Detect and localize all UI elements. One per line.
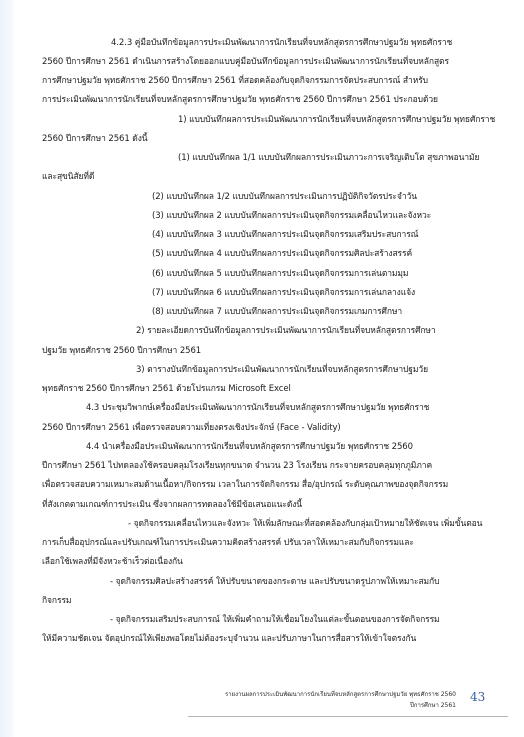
footer-divider	[188, 716, 508, 717]
list-item-3-line-1: 3) ตารางบันทึกข้อมูลการประเมินพัฒนาการนักเรียนที่จบหลักสูตรการศึกษาปฐมวัย	[136, 365, 428, 375]
bullet-art-line-2: กิจกรรม	[42, 596, 72, 606]
bullet-experience-line-1: - จุดกิจกรรมเสริมประสบการณ์ ให้เพิ่มคำถามให้เชื่อมโยงในแต่ละขั้นตอนของการจัดกิจกรรม	[110, 615, 440, 625]
list-item-1-line-2: 2560 ปีการศึกษา 2561 ดังนี้	[42, 134, 148, 144]
page-number: 43	[470, 690, 486, 704]
list-item-2-line-2: ปฐมวัย พุทธศักราช 2560 ปีการศึกษา 2561	[42, 346, 202, 356]
section-4-2-3-line-3: การศึกษาปฐมวัย พุทธศักราช 2560 ปีการศึกษา 2561 ที่สอดคล้องกับจุดกิจกรรมการจัดประสบการณ์ สำหรับ	[42, 76, 428, 86]
section-4-3-line-2: 2560 ปีการศึกษา 2561 เพื่อตรวจสอบความเที่ยงตรงเชิงประจักษ์ (Face - Validity)	[42, 423, 341, 433]
bullet-movement-line-2: การเก็บสื่ออุปกรณ์และปรับเกณฑ์ในการประเมินความคิดสร้างสรรค์ ปรับเวลาให้เหมาะสมกับกิจกรรมและ	[42, 538, 414, 548]
list-item-1-line-1: 1) แบบบันทึกผลการประเมินพัฒนาการนักเรียนที่จบหลักสูตรการศึกษาปฐมวัย พุทธศักราช	[178, 115, 496, 125]
list-item-3-line-2: พุทธศักราช 2560 ปีการศึกษา 2561 ด้วยโปรแกรม Microsoft Excel	[42, 384, 291, 394]
bullet-movement-line-3: เลือกใช้เพลงที่มีจังหวะช้าเร็วต่อเนื่องกัน	[42, 557, 183, 567]
bullet-experience-line-2: ให้มีความชัดเจน จัดอุปกรณ์ให้เพียงพอโดยไม่ต้องระบุจำนวน และปรับภาษาในการสื่อสารให้เข้าใจตรงกัน	[42, 634, 417, 644]
bullet-art-line-1: - จุดกิจกรรมศิลปะสร้างสรรค์ ให้ปรับขนาดของกระดาษ และปรับขนาดรูปภาพให้เหมาะสมกับ	[110, 577, 440, 587]
section-4-2-3-line-4: การประเมินพัฒนาการนักเรียนที่จบหลักสูตรการศึกษาปฐมวัย พุทธศักราช 2560 ปีการศึกษา 2561 ประกอบด้วย	[42, 95, 438, 105]
section-4-4-line-3: เพื่อตรวจสอบความเหมาะสมด้านเนื้อหา/กิจกรรม เวลาในการจัดกิจกรรม สื่อ/อุปกรณ์ ระดับคุณภาพของจุดกิจกรรม	[42, 480, 449, 490]
sub-item-1-line-2: และสุขนิสัยที่ดี	[42, 172, 95, 182]
sub-item-3: (3) แบบบันทึกผล 2 แบบบันทึกผลการประเมินจุดกิจกรรมเคลื่อนไหวและจังหวะ	[152, 211, 432, 221]
sub-item-2: (2) แบบบันทึกผล 1/2 แบบบันทึกผลการประเมินการปฏิบัติกิจวัตรประจำวัน	[152, 192, 417, 202]
sub-item-1-line-1: (1) แบบบันทึกผล 1/1 แบบบันทึกผลการประเมินภาวะการเจริญเติบโต สุขภาพอนามัย	[178, 153, 480, 163]
sub-item-4: (4) แบบบันทึกผล 3 แบบบันทึกผลการประเมินจุดกิจกรรมเสริมประสบการณ์	[152, 230, 419, 240]
section-4-4-line-2: ปีการศึกษา 2561 ไปทดลองใช้ครอบคลุมโรงเรียนทุกขนาด จำนวน 23 โรงเรียน กระจายครอบคลุมทุกภูมิภาค	[42, 461, 433, 471]
section-4-4-line-4: ที่สังเกตตามเกณฑ์การประเมิน ซึ่งจากผลการทดลองใช้มีข้อเสนอแนะดังนี้	[42, 500, 302, 510]
section-4-4-line-1: 4.4 นำเครื่องมือประเมินพัฒนาการนักเรียนที่จบหลักสูตรการศึกษาปฐมวัย พุทธศักราช 2560	[86, 442, 413, 452]
sub-item-6: (6) แบบบันทึกผล 5 แบบบันทึกผลการประเมินจุดกิจกรรมการเล่นตามมุม	[152, 269, 409, 279]
footer-report-year: ปีการศึกษา 2561	[410, 702, 456, 709]
sub-item-5: (5) แบบบันทึกผล 4 แบบบันทึกผลการประเมินจุดกิจกรรมศิลปะสร้างสรรค์	[152, 249, 413, 259]
section-4-2-3-line-1: 4.2.3 คู่มือบันทึกข้อมูลการประเมินพัฒนาการนักเรียนที่จบหลักสูตรการศึกษาปฐมวัย พุทธศักราช	[111, 38, 453, 48]
list-item-2-line-1: 2) รายละเอียดการบันทึกข้อมูลการประเมินพัฒนาการนักเรียนที่จบหลักสูตรการศึกษา	[136, 326, 436, 336]
bullet-movement-line-1: - จุดกิจกรรมเคลื่อนไหวและจังหวะ ให้เพิ่มลักษณะที่สอดคล้องกับกลุ่มเป้าหมายให้ชัดเจน เพิ่มขั้นตอน	[128, 519, 483, 529]
footer-report-title: รายงานผลการประเมินพัฒนาการนักเรียนที่จบหลักสูตรการศึกษาปฐมวัย พุทธศักราช 2560	[224, 691, 456, 698]
sub-item-8: (8) แบบบันทึกผล 7 แบบบันทึกผลการประเมินจุดกิจกรรมเกมการศึกษา	[152, 307, 403, 317]
section-4-3-line-1: 4.3 ประชุมวิพากษ์เครื่องมือประเมินพัฒนาการนักเรียนที่จบหลักสูตรการศึกษาปฐมวัย พุทธศักราช	[86, 403, 430, 413]
section-4-2-3-line-2: 2560 ปีการศึกษา 2561 ดำเนินการสร้างโดยออกแบบคู่มือบันทึกข้อมูลการประเมินพัฒนาการนักเรียนที่จบหลักสูตร	[42, 57, 449, 67]
sub-item-7: (7) แบบบันทึกผล 6 แบบบันทึกผลการประเมินจุดกิจกรรมการเล่นกลางแจ้ง	[152, 288, 416, 298]
